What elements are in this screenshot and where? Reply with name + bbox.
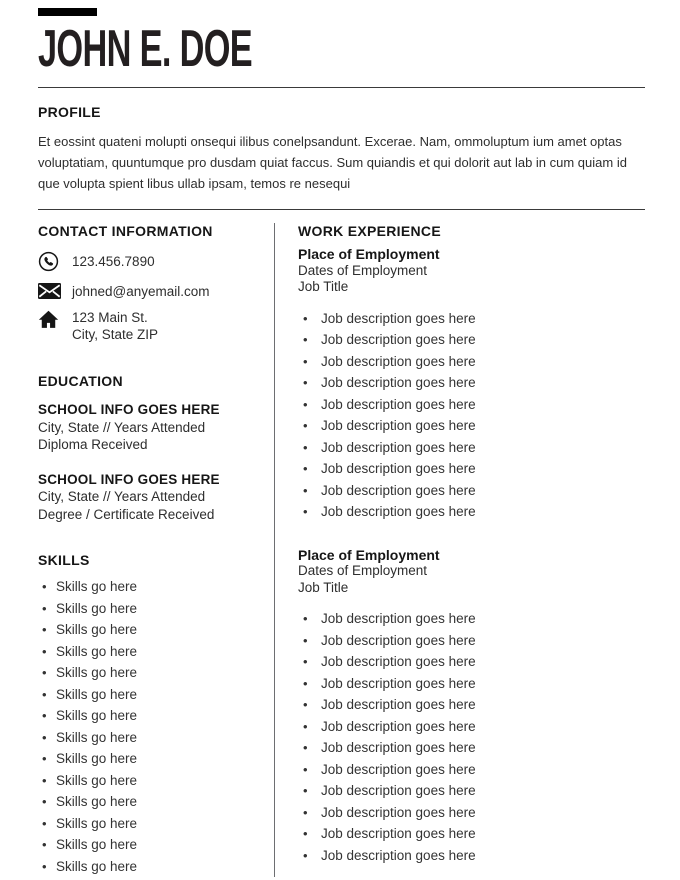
job-description-item (298, 716, 645, 738)
bullet-icon: • (303, 461, 308, 476)
job-description-item (298, 802, 645, 824)
phone-icon (38, 251, 62, 272)
skills-section (38, 552, 250, 877)
job-description-text: Job description goes here (321, 353, 476, 369)
skill-item (38, 813, 250, 835)
bullet-icon: • (42, 772, 47, 788)
job-description-text: Job description goes here (321, 439, 476, 455)
bullet-icon: • (303, 310, 308, 326)
skill-item (38, 705, 250, 727)
page-title: JOHN E. DOE (38, 20, 252, 78)
skill-text: Skills go here (56, 772, 138, 788)
job-description-list (298, 608, 645, 866)
bullet-icon: • (42, 751, 47, 766)
job-description-text: Job description goes here (321, 504, 476, 519)
two-column-layout (38, 223, 645, 877)
skill-item (38, 770, 250, 792)
bullet-icon: • (303, 439, 308, 455)
job-description-text: Job description goes here (321, 847, 476, 863)
bullet-icon: • (42, 665, 47, 680)
education-heading: EDUCATION (38, 373, 123, 389)
skill-item (38, 748, 250, 770)
bullet-icon: • (303, 332, 308, 347)
contact-section (38, 223, 250, 343)
bullet-icon: • (303, 611, 308, 626)
skill-item (38, 619, 250, 641)
school-credential: Degree / Certificate Received (38, 506, 215, 522)
job-description-item (298, 823, 645, 845)
profile-rule (38, 209, 645, 210)
bullet-icon: • (303, 783, 308, 798)
address-line-1: 123 Main St. (72, 310, 148, 325)
header-rule (38, 87, 645, 88)
bullet-icon: • (303, 740, 308, 755)
bullet-icon: • (303, 482, 308, 498)
skill-text: Skills go here (56, 622, 138, 637)
bullet-icon: • (42, 579, 47, 594)
school-entry (38, 471, 250, 524)
job-description-item (298, 780, 645, 802)
profile-section (38, 104, 645, 194)
job-description-item (298, 415, 645, 437)
job-description-text: Job description goes here (321, 761, 476, 777)
bullet-icon: • (303, 697, 308, 712)
job-description-text: Job description goes here (321, 654, 476, 669)
bullet-icon: • (303, 632, 308, 648)
skill-text: Skills go here (56, 686, 138, 702)
job-description-item (298, 845, 645, 867)
employment-dates: Dates of Employment (298, 563, 428, 578)
school-credential: Diploma Received (38, 437, 148, 452)
job-description-item (298, 308, 645, 330)
work-experience-heading: WORK EXPERIENCE (298, 223, 441, 239)
job-description-item (298, 694, 645, 716)
job-description-item (298, 759, 645, 781)
skill-text: Skills go here (56, 708, 138, 723)
bullet-icon: • (303, 396, 308, 412)
skills-heading: SKILLS (38, 552, 90, 568)
bullet-icon: • (303, 826, 308, 841)
bullet-icon: • (303, 675, 308, 691)
job-description-text: Job description goes here (321, 396, 476, 412)
bullet-icon: • (303, 654, 308, 669)
job-description-text: Job description goes here (321, 783, 476, 798)
job-description-item (298, 458, 645, 480)
school-location-years: City, State // Years Attended (38, 489, 206, 504)
school-entry (38, 401, 250, 454)
skill-item (38, 834, 250, 856)
skill-text: Skills go here (56, 643, 138, 659)
job-description-item (298, 673, 645, 695)
home-icon (38, 310, 62, 329)
address-line-2: City, State ZIP (72, 326, 159, 342)
job-description-text: Job description goes here (321, 310, 476, 326)
bullet-icon: • (303, 847, 308, 863)
skill-item (38, 856, 250, 878)
job-description-item (298, 608, 645, 630)
bullet-icon: • (42, 837, 47, 852)
skill-text: Skills go here (56, 729, 138, 745)
job-description-text: Job description goes here (321, 718, 476, 734)
bullet-icon: • (42, 643, 47, 659)
job-entry (298, 246, 645, 523)
job-description-text: Job description goes here (321, 826, 476, 841)
job-description-text: Job description goes here (321, 611, 476, 626)
bullet-icon: • (303, 418, 308, 433)
skill-item (38, 662, 250, 684)
education-section (38, 373, 250, 523)
bullet-icon: • (42, 686, 47, 702)
job-description-item (298, 501, 645, 523)
job-entry (298, 547, 645, 867)
job-description-text: Job description goes here (321, 461, 476, 476)
job-description-item (298, 737, 645, 759)
bullet-icon: • (42, 858, 47, 874)
bullet-icon: • (42, 600, 47, 616)
skill-text: Skills go here (56, 600, 138, 616)
bullet-icon: • (303, 353, 308, 369)
school-name: SCHOOL INFO GOES HERE (38, 471, 220, 487)
job-description-text: Job description goes here (321, 740, 476, 755)
skills-list (38, 576, 250, 877)
job-description-text: Job description goes here (321, 375, 476, 390)
bullet-icon: • (303, 761, 308, 777)
job-description-text: Job description goes here (321, 418, 476, 433)
skill-item (38, 684, 250, 706)
contact-heading: CONTACT INFORMATION (38, 223, 213, 239)
bullet-icon: • (303, 804, 308, 820)
job-description-text: Job description goes here (321, 697, 476, 712)
job-description-list (298, 308, 645, 523)
contact-email-row (38, 283, 250, 299)
skill-item (38, 791, 250, 813)
job-description-text: Job description goes here (321, 675, 476, 691)
skill-text: Skills go here (56, 815, 138, 831)
bullet-icon: • (303, 718, 308, 734)
right-column (275, 223, 645, 877)
school-location-years: City, State // Years Attended (38, 419, 206, 435)
profile-heading: PROFILE (38, 104, 101, 120)
left-column (38, 223, 260, 877)
job-description-text: Job description goes here (321, 482, 476, 498)
contact-address-row (38, 310, 250, 343)
skill-item (38, 727, 250, 749)
bullet-icon: • (303, 375, 308, 390)
school-name: SCHOOL INFO GOES HERE (38, 402, 220, 417)
skill-text: Skills go here (56, 751, 138, 766)
job-description-text: Job description goes here (321, 632, 476, 648)
employer-name: Place of Employment (298, 246, 440, 262)
skill-text: Skills go here (56, 665, 138, 680)
skill-text: Skills go here (56, 579, 138, 594)
accent-bar (38, 8, 97, 16)
email-address: johned@anyemail.com (72, 283, 210, 299)
bullet-icon: • (42, 815, 47, 831)
job-description-text: Job description goes here (321, 804, 476, 820)
job-title: Job Title (298, 279, 349, 294)
bullet-icon: • (42, 708, 47, 723)
address-lines (72, 310, 158, 343)
skill-text: Skills go here (56, 837, 138, 852)
employment-dates: Dates of Employment (298, 262, 428, 278)
skill-item (38, 576, 250, 598)
bullet-icon: • (42, 729, 47, 745)
job-description-item (298, 351, 645, 373)
job-description-item (298, 329, 645, 351)
bullet-icon: • (303, 504, 308, 519)
job-description-item (298, 394, 645, 416)
job-description-item (298, 480, 645, 502)
bullet-icon: • (42, 794, 47, 809)
job-description-item (298, 651, 645, 673)
skill-item (38, 598, 250, 620)
job-description-item (298, 437, 645, 459)
skill-text: Skills go here (56, 858, 138, 874)
phone-number: 123.456.7890 (72, 254, 155, 269)
job-description-item (298, 372, 645, 394)
work-experience-section (298, 223, 645, 866)
email-icon (38, 283, 62, 299)
skill-text: Skills go here (56, 794, 138, 809)
bullet-icon: • (42, 622, 47, 637)
job-description-item (298, 630, 645, 652)
employer-name: Place of Employment (298, 546, 440, 563)
skill-item (38, 641, 250, 663)
contact-phone-row (38, 251, 250, 272)
job-title: Job Title (298, 579, 349, 595)
profile-text: Et eossint quateni molupti onsequi ilibus conelpsandunt. Excerae. Nam, ommoluptum ium amet optas voluptatiam, quuntumque pro dusdam quiat faccus. Sum quiandis et qui dolorit aut lab in cum quiam id que volupta spient libus ullab ipsam, temos re nesequi (38, 134, 627, 191)
job-description-text: Job description goes here (321, 332, 476, 347)
